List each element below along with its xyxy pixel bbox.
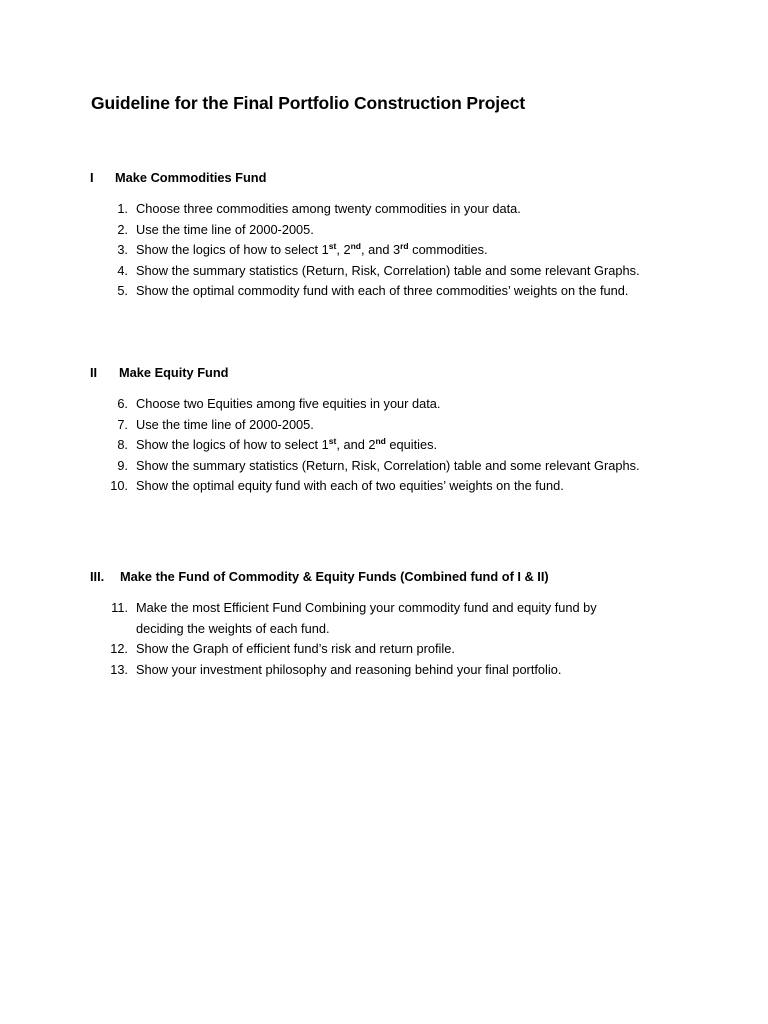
section-numeral: II [90,365,98,380]
section-2-list [0,394,676,497]
list-item [0,220,676,241]
item-number: 13. [110,661,128,677]
section-numeral: I [90,170,94,185]
item-number: 3. [117,242,128,257]
item-text-part: , and 3 [360,242,401,257]
section-1-header [90,170,267,185]
ordinal-suffix: rd [400,241,409,251]
list-item [0,240,676,261]
list-item [0,476,676,497]
item-number: 4. [117,262,128,278]
item-text: Make the most Efficient Fund Combining your commodity fund and equity fund by deciding the weights of each fund. [136,600,597,636]
item-number: 2. [117,221,128,237]
item-number: 8. [117,437,128,452]
section-heading: Make Equity Fund [119,365,229,380]
document-title: Guideline for the Final Portfolio Construction Project [91,93,526,113]
item-number: 9. [117,457,128,473]
item-text: Choose three commodities among twenty commodities in your data. [136,201,521,216]
section-3-header [90,569,549,584]
ordinal-suffix: st [328,241,337,251]
list-item [0,394,676,415]
item-text: Show the summary statistics (Return, Risk, Correlation) table and some relevant Graphs. [136,262,640,278]
item-text-part: , and 2 [336,437,376,452]
item-text: Use the time line of 2000-2005. [136,221,314,237]
section-heading: Make the Fund of Commodity & Equity Funds (Combined fund of I & II) [120,569,549,584]
item-number: 12. [110,641,128,656]
item-number: 6. [117,396,128,411]
ordinal-suffix: nd [350,241,361,251]
item-text: Show the optimal commodity fund with each of three commodities’ weights on the fund. [136,283,629,298]
section-1-list [0,199,676,302]
item-text-part: Show the logics of how to select 1 [136,437,329,452]
list-item [0,435,676,456]
item-number: 7. [117,416,128,432]
section-numeral: III. [90,569,105,584]
item-number: 5. [117,283,128,298]
list-item [0,598,676,639]
ordinal-suffix: nd [375,436,386,446]
list-item [0,415,676,436]
item-text: Show the optimal equity fund with each of two equities’ weights on the fund. [136,478,564,493]
item-text: Show the Graph of efficient fund’s risk and return profile. [136,641,455,656]
item-text-part: , 2 [336,242,351,257]
item-text-part: equities. [385,437,438,452]
item-text [136,240,676,261]
item-text: Choose two Equities among five equities in your data. [136,396,441,411]
item-text: Use the time line of 2000-2005. [136,416,314,432]
item-text: Show your investment philosophy and reasoning behind your final portfolio. [136,661,562,677]
item-number: 10. [110,478,128,493]
item-text [136,435,676,456]
item-text-part: Show the logics of how to select 1 [136,242,329,257]
section-3-list [0,598,676,680]
list-item [0,639,676,660]
item-text-part: commodities. [408,242,488,257]
section-2-header [90,365,229,380]
list-item [0,261,676,282]
list-item [0,660,676,681]
list-item [0,456,676,477]
list-item [0,281,676,302]
list-item [0,199,676,220]
item-number: 1. [117,201,128,216]
item-number: 11. [111,600,128,615]
section-heading: Make Commodities Fund [115,170,267,185]
item-text: Show the summary statistics (Return, Risk, Correlation) table and some relevant Graphs. [136,457,640,473]
ordinal-suffix: st [328,436,337,446]
